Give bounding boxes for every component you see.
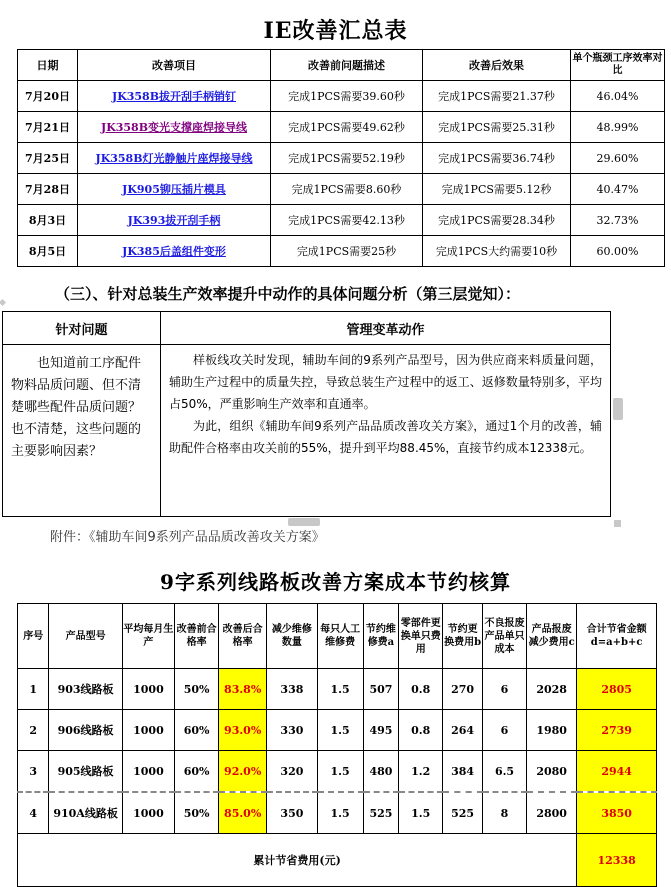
cell-part: 1.5 — [399, 792, 443, 834]
cost-saving-table — [17, 603, 657, 887]
row-before: 完成1PCS需要8.60秒 — [271, 174, 423, 205]
cell-save-b: 384 — [443, 751, 483, 793]
project-link[interactable]: JK358B灯光静触片座焊接导线 — [78, 143, 271, 174]
header-labor: 每只人工维修费 — [317, 604, 363, 669]
cell-save-b: 525 — [443, 792, 483, 834]
cell-monthly: 1000 — [122, 751, 174, 793]
cell-save-b: 270 — [443, 669, 483, 710]
project-link[interactable]: JK393拔开刮手柄 — [78, 205, 271, 236]
table-row — [3, 345, 611, 517]
header-ratio: 单个瓶颈工序效率对比 — [571, 50, 665, 81]
cell-save-c: 1980 — [527, 710, 577, 751]
header-before: 改善前问题描述 — [271, 50, 423, 81]
cell-model: 903线路板 — [49, 669, 122, 710]
row-date: 8月5日 — [18, 236, 78, 267]
table-row — [18, 792, 657, 834]
cell-part: 0.8 — [399, 710, 443, 751]
cell-no: 1 — [18, 669, 49, 710]
cell-monthly: 1000 — [122, 710, 174, 751]
cell-labor: 1.5 — [317, 751, 363, 793]
row-ratio: 40.47% — [571, 174, 665, 205]
total-value: 12338 — [577, 834, 657, 887]
table-row — [18, 710, 657, 751]
cell-reduced: 338 — [267, 669, 317, 710]
total-label: 累计节省费用(元) — [18, 834, 577, 887]
cell-save-b: 264 — [443, 710, 483, 751]
header-after: 改善后效果 — [423, 50, 571, 81]
header-project: 改善项目 — [78, 50, 271, 81]
cell-before: 60% — [175, 710, 219, 751]
cell-save-a: 495 — [363, 710, 399, 751]
cell-save-c: 2028 — [527, 669, 577, 710]
cell-model: 906线路板 — [49, 710, 122, 751]
row-ratio: 32.73% — [571, 205, 665, 236]
header-no: 序号 — [18, 604, 49, 669]
ie-improvement-table — [17, 49, 665, 267]
header-date: 日期 — [18, 50, 78, 81]
cell-monthly: 1000 — [122, 792, 174, 834]
cell-total: 2944 — [577, 751, 657, 793]
attachment-note: 附件：《辅助车间9系列产品品质改善攻关方案》 — [50, 530, 325, 545]
table3-title: 9字系列线路板改善方案成本节约核算 — [160, 570, 511, 594]
table-row — [18, 236, 665, 267]
header-monthly: 平均每月生产 — [122, 604, 174, 669]
cell-scrap-unit: 6 — [483, 710, 527, 751]
cell-save-a: 525 — [363, 792, 399, 834]
project-link[interactable]: JK358B拔开刮手柄销钉 — [78, 81, 271, 112]
row-after: 完成1PCS需要21.37秒 — [423, 81, 571, 112]
cell-total: 2739 — [577, 710, 657, 751]
header-problem: 针对问题 — [3, 312, 161, 345]
table-row — [18, 669, 657, 710]
table-row — [18, 81, 665, 112]
cell-after: 93.0% — [219, 710, 267, 751]
table-resize-handle-icon[interactable] — [613, 398, 623, 420]
row-date: 7月28日 — [18, 174, 78, 205]
row-date: 7月25日 — [18, 143, 78, 174]
action-cell — [161, 345, 611, 517]
action-paragraph-2: 为此，组织《辅助车间9系列产品品质改善攻关方案》，通过1个月的改善，辅助配件合格率由攻关前的55%，提升到平均88.45%，直接节约成本12338元。 — [169, 419, 602, 455]
cell-part: 0.8 — [399, 669, 443, 710]
project-link[interactable]: JK358B变光支撑座焊接导线 — [78, 112, 271, 143]
header-part: 零部件更换单只费用 — [399, 604, 443, 669]
row-ratio: 48.99% — [571, 112, 665, 143]
row-date: 8月3日 — [18, 205, 78, 236]
cell-labor: 1.5 — [317, 792, 363, 834]
cell-save-c: 2080 — [527, 751, 577, 793]
header-total: 合计节省金额d=a+b+c — [577, 604, 657, 669]
header-action: 管理变革动作 — [161, 312, 611, 345]
cell-scrap-unit: 6.5 — [483, 751, 527, 793]
cell-no: 3 — [18, 751, 49, 793]
row-after: 完成1PCS需要25.31秒 — [423, 112, 571, 143]
cell-after: 92.0% — [219, 751, 267, 793]
row-before: 完成1PCS需要49.62秒 — [271, 112, 423, 143]
cell-before: 50% — [175, 669, 219, 710]
row-after: 完成1PCS需要28.34秒 — [423, 205, 571, 236]
row-after: 完成1PCS需要36.74秒 — [423, 143, 571, 174]
cell-save-a: 480 — [363, 751, 399, 793]
cell-save-c: 2800 — [527, 792, 577, 834]
table-corner-resize-icon[interactable] — [614, 520, 621, 527]
section3-heading: （三）、针对总装生产效率提升中动作的具体问题分析（第三层觉知）： — [55, 285, 521, 303]
cell-save-a: 507 — [363, 669, 399, 710]
row-ratio: 60.00% — [571, 236, 665, 267]
table-row — [18, 751, 657, 793]
total-row — [18, 834, 657, 887]
table-row — [18, 143, 665, 174]
project-link[interactable]: JK385后盖组件变形 — [78, 236, 271, 267]
row-before: 完成1PCS需要52.19秒 — [271, 143, 423, 174]
cell-no: 2 — [18, 710, 49, 751]
cell-model: 910A线路板 — [49, 792, 122, 834]
row-after: 完成1PCS大约需要10秒 — [423, 236, 571, 267]
cell-monthly: 1000 — [122, 669, 174, 710]
problem-text: 也知道前工序配件物料品质问题、但不清楚哪些配件品质问题？也不清楚，这些问题的主要影响因素？ — [3, 345, 161, 517]
cell-reduced: 320 — [267, 751, 317, 793]
row-after: 完成1PCS需要5.12秒 — [423, 174, 571, 205]
cell-scrap-unit: 6 — [483, 669, 527, 710]
cell-reduced: 330 — [267, 710, 317, 751]
problem-analysis-table — [2, 311, 611, 517]
cell-labor: 1.5 — [317, 669, 363, 710]
cell-before: 50% — [175, 792, 219, 834]
header-save-c: 产品报废减少费用c — [527, 604, 577, 669]
cell-reduced: 350 — [267, 792, 317, 834]
table-add-row-icon[interactable] — [288, 518, 320, 526]
header-scrap-unit: 不良报废产品单只成本 — [483, 604, 527, 669]
cell-labor: 1.5 — [317, 710, 363, 751]
row-before: 完成1PCS需要42.13秒 — [271, 205, 423, 236]
header-before-rate: 改善前合格率 — [175, 604, 219, 669]
table1-header-row — [18, 50, 665, 81]
table2-header-row — [3, 312, 611, 345]
action-paragraph-1: 样板线攻关时发现，辅助车间的9系列产品型号，因为供应商来料质量问题，辅助生产过程中的质量失控，导致总装生产过程中的返工、返修数量特别多，平均占50%，严重影响生产效率和直通率。 — [169, 353, 602, 411]
header-reduced: 减少维修数量 — [267, 604, 317, 669]
cell-total: 2805 — [577, 669, 657, 710]
table-row — [18, 174, 665, 205]
table1-title: IE改善汇总表 — [263, 18, 408, 44]
cell-after: 85.0% — [219, 792, 267, 834]
row-before: 完成1PCS需要25秒 — [271, 236, 423, 267]
cell-part: 1.2 — [399, 751, 443, 793]
project-link[interactable]: JK905铆压插片模具 — [78, 174, 271, 205]
row-date: 7月21日 — [18, 112, 78, 143]
header-save-b: 节约更换费用b — [443, 604, 483, 669]
cell-before: 60% — [175, 751, 219, 793]
row-ratio: 46.04% — [571, 81, 665, 112]
header-save-a: 节约维修费a — [363, 604, 399, 669]
cell-model: 905线路板 — [49, 751, 122, 793]
cell-after: 83.8% — [219, 669, 267, 710]
row-date: 7月20日 — [18, 81, 78, 112]
row-before: 完成1PCS需要39.60秒 — [271, 81, 423, 112]
table-row — [18, 205, 665, 236]
table-row — [18, 112, 665, 143]
header-model: 产品型号 — [49, 604, 122, 669]
cell-total: 3850 — [577, 792, 657, 834]
table3-header-row — [18, 604, 657, 669]
cell-no: 4 — [18, 792, 49, 834]
header-after-rate: 改善后合格率 — [219, 604, 267, 669]
cell-scrap-unit: 8 — [483, 792, 527, 834]
move-handle-icon[interactable] — [0, 299, 6, 306]
row-ratio: 29.60% — [571, 143, 665, 174]
